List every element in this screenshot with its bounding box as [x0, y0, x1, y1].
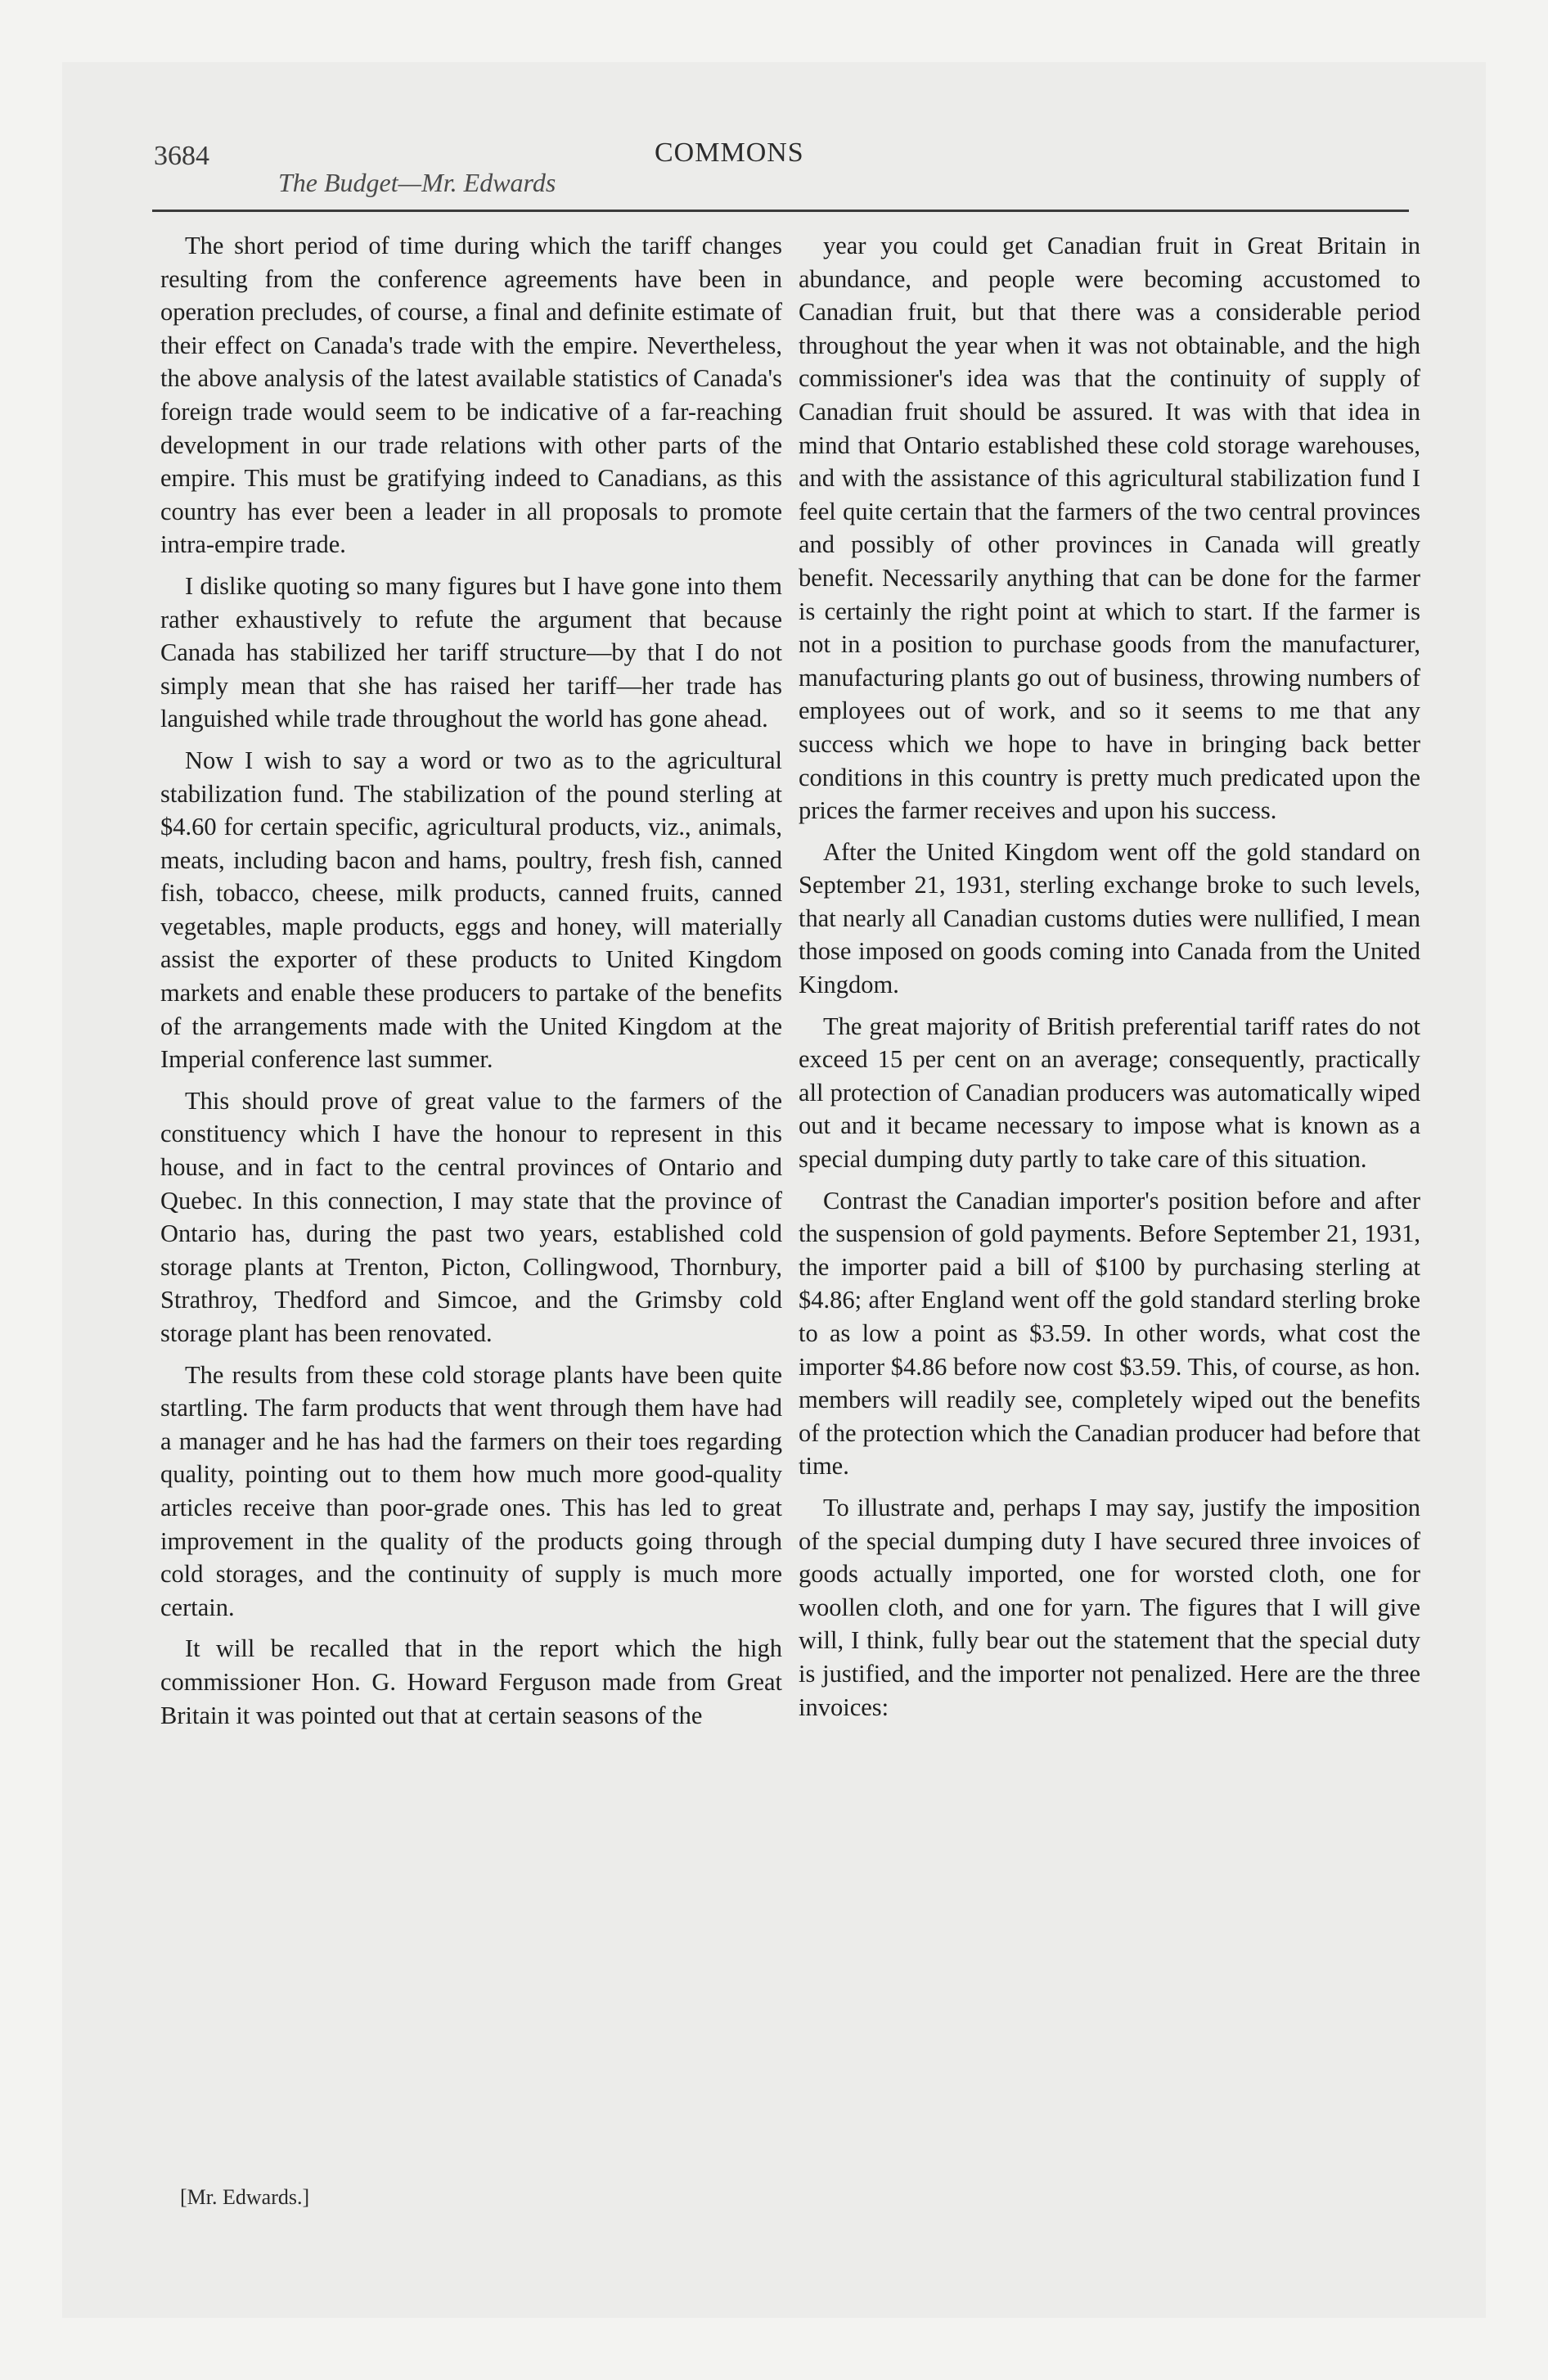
paragraph: The short period of time during which the tariff changes resulting from the conference agreements have been in operation precludes, of course, a final and definite estimate of their effect on Canada's trade with the empire. Nevertheless, the above analysis of the latest available statistics of Canada's foreign trade would seem to be indicative of a far-reaching development in our trade relations with other parts of the empire. This must be gratifying indeed to Canadians, as this country has ever been a leader in all proposals to promote intra-empire trade. [160, 232, 782, 559]
running-head: The Budget—Mr. Edwards [278, 168, 556, 197]
paragraph: To illustrate and, perhaps I may say, justify the imposition of the special dumping duty I have secured three invoices of goods actually imported, one for worsted cloth, one for woollen cloth, and one for yarn. The figures that I will give will, I think, fully bear out the statement that the special duty is justified, and the importer not penalized. Here are the three invoices: [799, 1493, 1420, 1721]
page-number: 3684 [154, 141, 209, 171]
paragraph: It will be recalled that in the report which the high commissioner Hon. G. Howard Ferguson made from Great Britain it was pointed out that at certain seasons of the [160, 1634, 782, 1729]
paragraph: Contrast the Canadian importer's position before and after the suspension of gold payments. Before September 21, 1931, the importer paid a bill of $100 by purchasing sterling at $4.86; after England went off the gold standard sterling broke to as low a point as $3.59. In other words, what cost the importer $4.86 before now cost $3.59. This, of course, as hon. members will readily see, completely wiped out the benefits of the protection which the Canadian producer had before that time. [799, 1186, 1420, 1481]
paragraph: This should prove of great value to the farmers of the constituency which I have the honour to represent in this house, and in fact to the central provinces of Ontario and Quebec. In this connection, I may state that the province of Ontario has, during the past two years, established cold storage plants at Trenton, Picton, Collingwood, Thornbury, Strathroy, Thedford and Simcoe, and the Grimsby cold storage plant has been renovated. [160, 1086, 782, 1347]
paragraph: Now I wish to say a word or two as to the agricultural stabilization fund. The stabilization of the pound sterling at $4.60 for certain specific, agricultural products, viz., animals, meats, including bacon and hams, poultry, fresh fish, canned fish, tobacco, cheese, milk products, canned fruits, canned vegetables, maple products, eggs and honey, will materially assist the exporter of these products to United Kingdom markets and enable these producers to partake of the benefits of the arrangements made with the United Kingdom at the Imperial conference last summer. [160, 746, 782, 1074]
paragraph: I dislike quoting so many figures but I have gone into them rather exhaustively to refute the argument that because Canada has stabilized her tariff structure—by that I do not simply mean that she has raised her tariff—her trade has languished while trade throughout the world has gone ahead. [160, 571, 782, 733]
header-rule [152, 210, 1409, 212]
paragraph: After the United Kingdom went off the gold standard on September 21, 1931, sterling exchange broke to such levels, that nearly all Canadian customs duties were nullified, I mean those imposed on goods coming into Canada from the United Kingdom. [799, 837, 1420, 999]
paragraph: The results from these cold storage plants have been quite startling. The farm products that went through them have had a manager and he has had the farmers on their toes regarding quality, pointing out to them how much more good-quality articles receive than poor-grade ones. This has led to great improvement in the quality of the products going through cold storages, and the continuity of supply is much more certain. [160, 1360, 782, 1621]
left-column [160, 229, 782, 1740]
paragraph: year you could get Canadian fruit in Great Britain in abundance, and people were becoming accustomed to Canadian fruit, but that there was a considerable period throughout the year when it was not obtainable, and the high commissioner's idea was that the continuity of supply of Canadian fruit should be assured. It was with that idea in mind that Ontario established these cold storage warehouses, and with the assistance of this agricultural stabilization fund I feel quite certain that the farmers of the two central provinces and possibly of other provinces in Canada will greatly benefit. Necessarily anything that can be done for the farmer is certainly the right point at which to start. If the farmer is not in a position to purchase goods from the manufacturer, manufacturing plants go out of business, throwing numbers of employees out of work, and so it seems to me that any success which we hope to have in bringing back better conditions in this country is pretty much predicated upon the prices the farmer receives and upon his success. [799, 232, 1420, 825]
right-column [799, 229, 1420, 1732]
house-title: COMMONS [655, 137, 804, 168]
paragraph: The great majority of British preferential tariff rates do not exceed 15 per cent on an average; consequently, practically all protection of Canadian producers was automatically wiped out and it became necessary to impose what is known as a special dumping duty partly to take care of this situation. [799, 1012, 1420, 1174]
speaker-tag: [Mr. Edwards.] [180, 2185, 310, 2209]
